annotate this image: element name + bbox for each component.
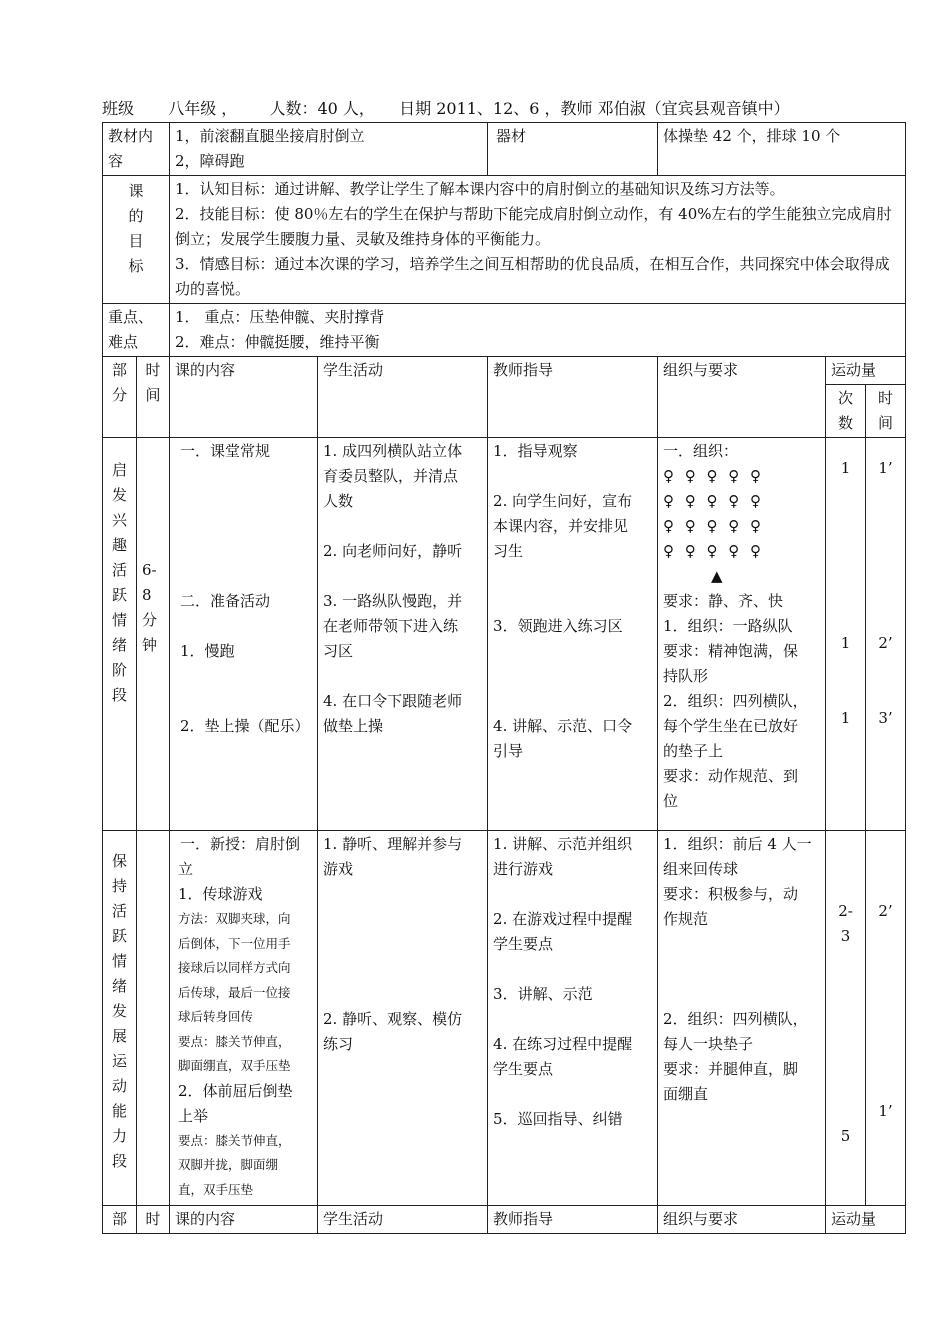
col-part: 部 分 <box>103 357 137 438</box>
section-2-content: 一．新授：肩肘倒 立 1．传球游戏 方法：双脚夹球，向 后倒体，下一位用手 接球后以同样方式向 后传球，最后一位接 球后转身回传 要点：膝关节伸直， 脚面绷直，双手压垫 2．体前屈后倒垫 上举 要点：膝关节伸直， 双脚并拢，脚面绷 直，双手压垫 <box>170 831 318 1206</box>
col-content: 课的内容 <box>170 357 318 438</box>
section-2-times: 2- 3 5 <box>826 831 866 1206</box>
formation-row: ♀ ♀ ♀ ♀ ♀ <box>663 492 764 510</box>
materials-label: 教材内 容 <box>103 123 170 176</box>
grade-value: 八年级 ， <box>168 99 238 118</box>
section-2-teacher: 1. 讲解、示范并组织 进行游戏 2. 在游戏过程中提醒 学生要点 3．讲解、示范 4. 在练习过程中提醒 学生要点 5．巡回指导、纠错 <box>488 831 658 1206</box>
section-1-teacher: 1．指导观察 2. 向学生问好，宣布 本课内容，并安排见 习生 3．领跑进入练习区 4. 讲解、示范、口令 引导 <box>488 438 658 831</box>
goals-label: 课 的 目 标 <box>103 176 170 304</box>
section-2-student: 1. 静听、理解并参与 游戏 2. 静听、观察、模仿 练习 <box>318 831 488 1206</box>
footer-col-content: 课的内容 <box>170 1206 318 1234</box>
keypoints-content: 1． 重点：压垫伸髋、夹肘撑背 2．难点：伸髋挺腰，维持平衡 <box>170 304 906 357</box>
footer-col-org: 组织与要求 <box>658 1206 826 1234</box>
section-2-org: 1．组织：前后 4 人一 组来回传球 要求：积极参与，动 作规范 2．组织：四列横队， 每人一块垫子 要求：并腿伸直，脚 面绷直 <box>658 831 826 1206</box>
col-org: 组织与要求 <box>658 357 826 438</box>
lesson-plan-table <box>102 122 906 1234</box>
section-1-time: 6- 8 分 钟 <box>137 438 170 831</box>
student-count: 人数：40 人， <box>269 99 375 118</box>
section-1-org: 一．组织： ♀ ♀ ♀ ♀ ♀ ♀ ♀ ♀ ♀ ♀ ♀ ♀ ♀ ♀ ♀ ♀ ♀ ♀ ♀ ♀ ▲ 要求：静、齐、快 1．组织：一路纵队 要求：精神饱满，保 持队形 2．组织：四列横队， 每个学生坐在已放好 的垫子上 要求：动作规范、到 位 <box>658 438 826 831</box>
class-label: 班级 <box>102 99 135 118</box>
footer-col-part: 部 <box>103 1206 137 1234</box>
col-duration: 时 间 <box>866 385 906 438</box>
section-1-row <box>103 438 906 831</box>
section-1-content: 一．课堂常规 二．准备活动 1．慢跑 2．垫上操（配乐） <box>170 438 318 831</box>
materials-content: 1，前滚翻直腿坐接肩肘倒立 2，障碍跑 <box>170 123 488 176</box>
formation-row: ♀ ♀ ♀ ♀ ♀ <box>663 517 764 535</box>
keypoints-label: 重点、 难点 <box>103 304 170 357</box>
col-times: 次 数 <box>826 385 866 438</box>
keypoints-row <box>103 304 906 357</box>
goals-row <box>103 176 906 304</box>
col-teacher: 教师指导 <box>488 357 658 438</box>
materials-row <box>103 123 906 176</box>
section-1-part: 启 发 兴 趣 活 跃 情 绪 阶 段 <box>103 438 137 831</box>
col-student: 学生活动 <box>318 357 488 438</box>
teacher-position-icon: ▲ <box>711 567 723 585</box>
formation-row: ♀ ♀ ♀ ♀ ♀ <box>663 542 764 560</box>
section-2-durations: 2’ 1’ <box>866 831 906 1206</box>
footer-col-load: 运动量 <box>826 1206 906 1234</box>
section-1-times: 1 1 1 <box>826 438 866 831</box>
footer-col-teacher: 教师指导 <box>488 1206 658 1234</box>
date-teacher: 日期 2011、12、6 ，教师 邓伯淑（宜宾县观音镇中） <box>399 99 790 118</box>
section-2-time <box>137 831 170 1206</box>
footer-col-time: 时 <box>137 1206 170 1234</box>
footer-col-student: 学生活动 <box>318 1206 488 1234</box>
section-2-row <box>103 831 906 1206</box>
footer-header-row <box>103 1206 906 1234</box>
equipment-value: 体操垫 42 个，排球 10 个 <box>658 123 906 176</box>
lesson-header <box>102 96 862 123</box>
col-load: 运动量 <box>826 357 906 385</box>
goals-content: 1．认知目标：通过讲解、教学让学生了解本课内容中的肩肘倒立的基础知识及练习方法等。 2．技能目标：使 80％左右的学生在保护与帮助下能完成肩肘倒立动作，有 40%左右的学生能独立完成肩肘倒立；发展学生腰腹力量、灵敏及维持身体的平衡能力。 3．情感目标：通过本次课的学习，培养学生之间互相帮助的优良品质，在相互合作，共同探究中体会取得成功的喜悦。 <box>170 176 906 304</box>
equipment-label: 器材 <box>488 123 658 176</box>
formation-row: ♀ ♀ ♀ ♀ ♀ <box>663 467 764 485</box>
column-header-row <box>103 357 906 385</box>
section-1-student: 1. 成四列横队站立体 育委员整队，并清点 人数 2. 向老师问好，静听 3. 一路纵队慢跑，并 在老师带领下进入练 习区 4. 在口令下跟随老师 做垫上操 <box>318 438 488 831</box>
section-1-durations: 1’ 2’ 3’ <box>866 438 906 831</box>
col-time: 时 间 <box>137 357 170 438</box>
section-2-part: 保 持 活 跃 情 绪 发 展 运 动 能 力 段 <box>103 831 137 1206</box>
